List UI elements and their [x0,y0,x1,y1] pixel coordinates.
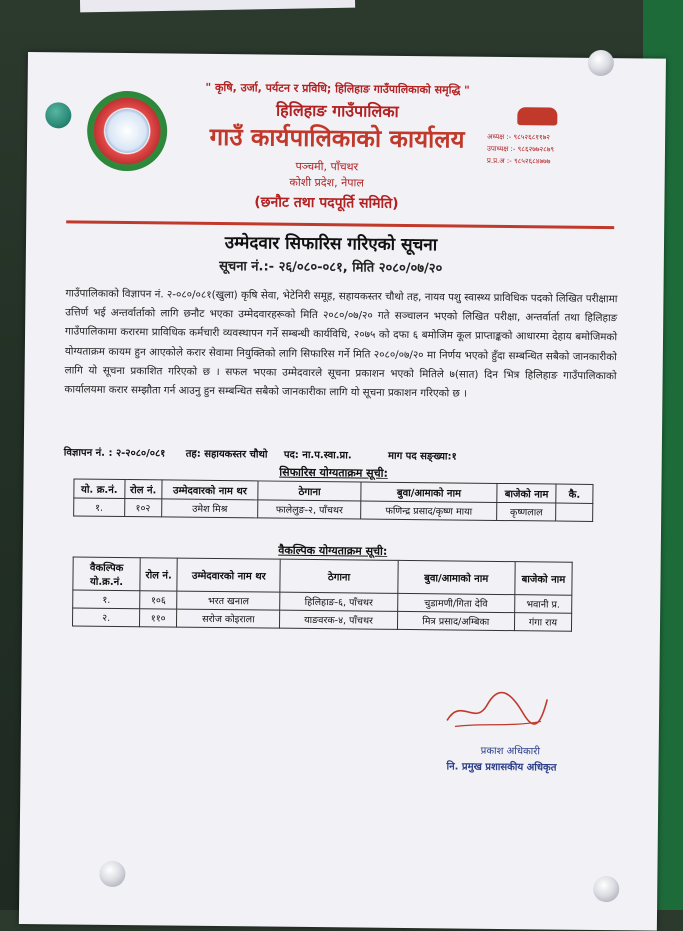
notice-number: सूचना नं.:- २६/०८०-०८१, मिति २०८०/०७/२० [219,259,443,277]
header-divider [66,220,614,229]
table-cell: उमेश मिश्र [161,499,258,518]
table-cell: फालेलुङ-२, पाँचथर [258,500,361,519]
slogan: " कृषि, उर्जा, पर्यटन र प्रविधि; हिलिहाङ गाउँपालिकाको समृद्धि " [205,80,470,97]
committee-name: (छनौट तथा पदपूर्ति समिति) [254,194,399,212]
contact-chair: अध्यक्ष :- ९८५२६८११७२ [487,132,550,142]
table-cell: १०२ [124,499,161,517]
col-header: उम्मेदवारको नाम थर [162,480,259,500]
table-cell: सरोज कोइराला [177,609,280,628]
notice-body: गाउँपालिकाको विज्ञापन नं. २-०८०/०८१(खुला) कृषि सेवा, भेटेनिरी समूह, सहायकस्तर चौथो तह, नायव पशु स्वास्थ्य प्राविधिक पदको लिखित परीक्षामा उत्तिर्ण भई अन्तर्वार्ताको लागि छनौट भएका उम्मेदवारहरूको मिति २०८०/०७/२० गते सञ्चालन भएको लिखित परीक्षा, अन्तर्वार्ता तथा हिलिहाङ गाउँपालिकामा करारमा प्राविधिक कर्मचारी व्यवस्थापन गर्ने सम्बन्धी कार्यविधि, २०७५ को दफा ६ बमोजिम कूल प्राप्ताङ्कको आधारमा देहाय बमोजिमको योग्यताक्रम कायम हुन आएकोले करार सेवामा नियुक्तिको लागि सिफारिस गर्ने मिति २०८०/०७/२० मा निर्णय भएको हुँदा सम्बन्धित सबैको जानकारीको लागि यो सूचना प्रकाशित गरिएको छ । सफल भएका उम्मेदवारले सूचना प्रकाशन भएको मितिले ७(सात) दिन भित्र हिलिहाङ गाउँपालिकाको कार्यालयमा करार सम्झौता गर्न आउनु हुन सम्बन्धित सबैको जानकारीका लागि यो सूचना प्रकाशन गरिएको छ । [64,287,618,400]
col-header: उम्मेदवारको नाम थर [177,558,281,592]
previous-paper [80,0,355,12]
col-header: ठेगाना [258,481,361,501]
table-cell: हिलिहाङ-६, पाँचथर [280,592,397,611]
col-header: कै. [556,484,593,503]
table-cell: ११० [140,609,177,627]
phone-icon [517,107,557,125]
advertisement-line [64,444,616,464]
contact-vice: उपाध्यक्ष :- ९८६२७७२८७९ [486,144,555,154]
officer-title: नि. प्रमुख प्रशासकीय अधिकृत [446,761,557,774]
col-header: बुवा/आमाको नाम [397,560,515,594]
alternate-table [72,556,573,631]
contact-cao: प्र.प्र.अ :- ९८५२६८४७७७ [486,156,551,166]
col-header: यो. क्र.नं. [74,479,125,499]
col-header: ठेगाना [280,559,398,593]
table-cell: १०६ [140,591,177,609]
table-cell: याङवरक-४, पाँचथर [280,610,397,629]
nepal-emblem-logo [87,91,168,172]
col-header: रोल नं. [140,558,177,591]
notice-paper [19,52,666,931]
table-cell: कृष्णलाल [497,502,556,521]
notice-title: उम्मेदवार सिफारिस गरिएको सूचना [224,233,438,256]
table-cell: गंगा राय [514,613,571,632]
pushpin-icon [99,861,125,887]
address-line-2: कोशी प्रदेश, नेपाल [289,175,364,190]
post: पद: ना.प.स्वा.प्रा. [283,449,352,462]
table-cell: फणिन्द्र प्रसाद/कृष्ण माया [361,501,497,520]
office-name: गाउँ कार्यपालिकाको कार्यालय [209,122,465,154]
ad-number: विज्ञापन नं. : २-२०८०/०८१ [63,447,166,460]
table-cell: १. [74,498,125,517]
col-header: बाजेको नाम [515,562,572,596]
table-cell: चुडामणी/गिता देवि [397,593,514,612]
rural-municipality-name: हिलिहाङ गाउँपालिका [275,100,399,121]
table-cell: मित्र प्रसाद/अम्बिका [397,611,514,630]
pushpin-icon [593,876,619,902]
table-cell: १. [73,590,140,609]
table-row [72,608,571,631]
address-line-1: पञ्चमी, पाँचथर [295,159,359,174]
table-header-row [73,557,572,595]
col-header: बाजेको नाम [497,483,556,503]
demand-count: माग पद सङ्ख्या:१ [387,450,457,463]
alternate-title: वैकल्पिक योग्यताक्रम सूची: [278,543,388,558]
level: तह: सहायकस्तर चौथो [185,448,268,461]
col-header: रोल नं. [125,480,162,499]
recommended-table [73,479,593,522]
pushpin-icon [588,50,614,76]
table-cell: भवानी प्र. [515,595,572,614]
col-header: वैकल्पिक यो.क्र.नं. [73,557,140,591]
signature-scribble [441,686,551,733]
table-cell: भरत खनाल [177,591,280,610]
col-header: बुवा/आमाको नाम [361,482,497,502]
table-cell [556,503,593,521]
officer-name: प्रकाश अधिकारी [480,745,541,758]
recommended-title: सिफारिस योग्यताक्रम सूची: [279,465,388,480]
pushpin-icon [45,102,71,128]
table-cell: २. [72,608,139,627]
